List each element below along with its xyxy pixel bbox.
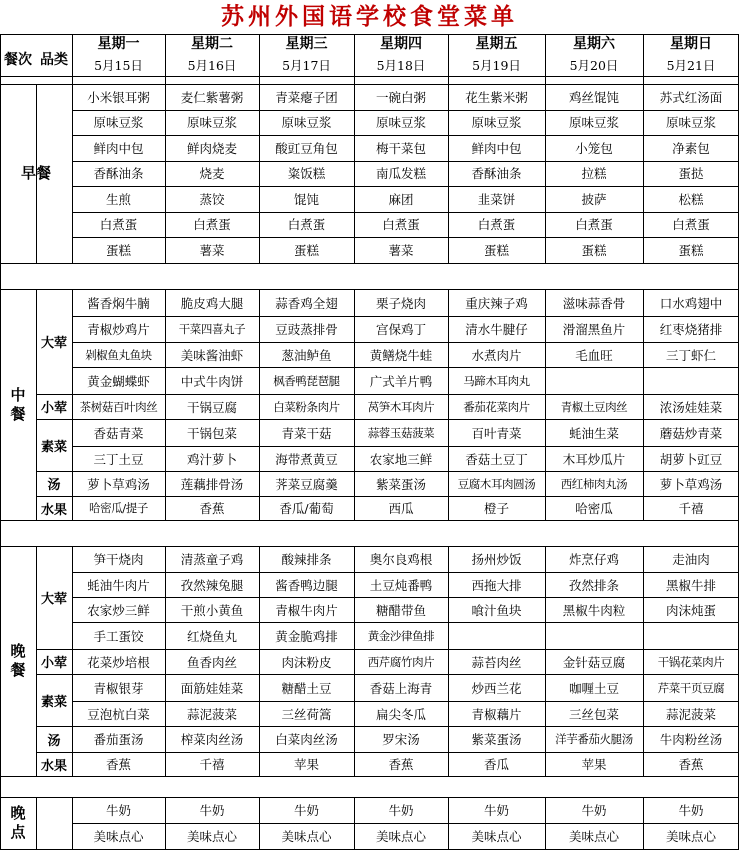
menu-item: 芹菜干页豆腐 [657, 680, 725, 695]
menu-item: 烧麦 [199, 166, 225, 182]
date-spacer [354, 76, 448, 84]
menu-item: 喰汁鱼块 [471, 602, 522, 618]
menu-item: 黄金脆鸡排 [275, 628, 338, 644]
meal-label-breakfast: 早餐 [20, 163, 51, 182]
date-spacer [448, 76, 545, 84]
menu-item: 香菇土豆丁 [465, 451, 528, 467]
menu-item: 白菜肉丝汤 [275, 732, 338, 747]
day-header: 星期二 [191, 36, 233, 52]
menu-item: 海带煮黄豆 [275, 451, 338, 467]
menu-item: 蒜香鸡全翅 [275, 295, 338, 311]
menu-item: 松糕 [678, 191, 704, 207]
menu-item: 紫菜蛋汤 [471, 732, 522, 747]
menu-item: 美味点心 [665, 829, 716, 844]
menu-item: 哈密瓜/提子 [89, 501, 148, 515]
menu-item [545, 367, 643, 394]
menu-item: 香蕉 [199, 501, 225, 516]
menu-item: 蛋糕 [105, 242, 131, 258]
menu-item: 牛奶 [293, 803, 319, 818]
menu-item: 罗宋汤 [382, 732, 420, 747]
menu-item: 美味点心 [568, 829, 619, 844]
day-header: 星期一 [97, 36, 140, 52]
date-header: 5月15日 [94, 57, 143, 73]
menu-item: 美味酱油虾 [180, 347, 244, 363]
menu-item: 青椒土豆肉丝 [560, 399, 628, 414]
date-spacer [72, 76, 165, 84]
menu-item: 土豆炖番鸭 [369, 577, 433, 593]
menu-item: 原味豆浆 [186, 115, 237, 131]
menu-item: 橙子 [483, 501, 509, 516]
menu-item: 梅干菜包 [375, 140, 426, 156]
menu-item: 奥尔良鸡根 [369, 552, 433, 567]
menu-item: 西芹腐竹肉片 [367, 654, 435, 669]
menu-item: 馄饨 [293, 191, 319, 207]
menu-item: 白菜粉条肉片 [273, 399, 340, 414]
menu-item: 韭菜饼 [477, 191, 516, 207]
menu-item: 莴笋木耳肉片 [367, 399, 435, 414]
menu-item: 白煮蛋 [193, 217, 231, 233]
category-header: 品类 [40, 52, 68, 68]
menu-item: 干煎小黄鱼 [180, 602, 244, 618]
meal-header: 餐次 [4, 52, 32, 68]
menu-item [643, 622, 739, 649]
menu-item: 干菜四喜丸子 [178, 322, 246, 336]
menu-item [643, 367, 739, 394]
menu-item: 农家地三鲜 [369, 451, 433, 467]
menu-item: 薯菜 [388, 242, 414, 258]
menu-item: 蘑菇炒青菜 [659, 425, 723, 441]
date-spacer [259, 76, 354, 84]
menu-item: 美味点心 [186, 829, 237, 844]
menu-item: 肉沫炖蛋 [665, 602, 716, 618]
menu-item: 苏式红汤面 [659, 89, 723, 105]
menu-item: 白煮蛋 [287, 217, 326, 233]
menu-item: 花菜炒培根 [87, 654, 150, 670]
menu-item: 蛋糕 [293, 242, 319, 258]
menu-item: 牛奶 [581, 803, 607, 818]
menu-item: 干锅包菜 [186, 425, 237, 441]
menu-item: 黄鳝烧牛蛙 [369, 347, 433, 363]
page-title: 苏州外国语学校食堂菜单 [221, 4, 518, 30]
day-header: 星期五 [475, 36, 518, 52]
category-label: 素菜 [40, 439, 67, 455]
menu-item: 糖醋土豆 [281, 680, 332, 696]
menu-item: 农家炒三鲜 [87, 602, 150, 618]
category-label: 小荤 [40, 656, 67, 671]
category-label: 小荤 [40, 401, 67, 416]
menu-item: 孜然辣兔腿 [180, 577, 244, 593]
menu-item: 荠菜豆腐羹 [275, 476, 338, 492]
menu-table [0, 34, 739, 850]
menu-item: 水煮肉片 [471, 347, 522, 363]
meal-label-snack: 晚点 [10, 804, 26, 841]
menu-item: 白煮蛋 [672, 217, 710, 233]
menu-item: 鲜肉烧麦 [186, 140, 237, 156]
menu-item: 薯菜 [199, 242, 225, 258]
menu-item: 香蕉 [388, 757, 414, 772]
menu-item: 青菜干菇 [281, 425, 332, 441]
menu-item: 千禧 [199, 757, 225, 772]
menu-item: 蒜泥菠菜 [186, 706, 237, 722]
menu-item: 原味豆浆 [665, 115, 716, 131]
menu-item: 鲜肉中包 [93, 140, 144, 156]
menu-item: 麻团 [388, 191, 414, 207]
menu-item: 滋味蒜香骨 [562, 295, 626, 311]
category-label: 汤 [47, 478, 61, 493]
menu-item: 苹果 [581, 757, 607, 772]
category-label: 汤 [47, 733, 61, 749]
category-label: 水果 [40, 502, 67, 518]
menu-item: 香酥油条 [93, 166, 144, 182]
menu-item: 白煮蛋 [99, 217, 138, 233]
menu-item: 西红柿肉丸汤 [560, 476, 628, 491]
menu-item: 净素包 [672, 140, 710, 156]
menu-item: 孜然排条 [568, 577, 619, 593]
menu-item: 酱香焖牛腩 [87, 295, 150, 311]
menu-item: 香菇青菜 [93, 425, 144, 441]
menu-item: 红烧鱼丸 [186, 628, 237, 644]
menu-item: 木耳炒瓜片 [562, 451, 626, 467]
menu-item: 浓汤娃娃菜 [659, 399, 723, 415]
date-header: 5月17日 [282, 57, 331, 73]
menu-item: 笋干烧肉 [93, 552, 144, 567]
menu-item: 豆豉蒸排骨 [275, 322, 338, 337]
menu-item: 蛋糕 [483, 242, 509, 258]
menu-item: 黑椒牛排 [665, 577, 716, 593]
menu-item: 牛奶 [388, 803, 414, 818]
menu-item [448, 622, 545, 649]
menu-item: 牛奶 [483, 803, 509, 818]
menu-item: 小米银耳粥 [87, 89, 150, 105]
menu-item: 葱油鲈鱼 [281, 347, 332, 363]
date-spacer [643, 76, 739, 84]
menu-item: 蛋糕 [581, 242, 607, 258]
menu-item: 莲藕排骨汤 [180, 476, 244, 492]
menu-item: 酱香鸭边腿 [275, 577, 338, 593]
menu-item: 一碗白粥 [375, 89, 426, 105]
menu-item: 三丁土豆 [93, 451, 144, 467]
menu-item: 黄金蝴蝶虾 [87, 373, 150, 389]
menu-item: 蒜泥菠菜 [665, 706, 716, 722]
menu-item: 干锅花菜肉片 [657, 654, 725, 669]
menu-item: 千禧 [678, 501, 704, 516]
menu-item: 花生紫米粥 [465, 89, 528, 105]
date-header: 5月16日 [187, 57, 237, 73]
menu-item: 胡萝卜豇豆 [659, 451, 723, 467]
menu-item: 麦仁紫薯粥 [180, 89, 244, 105]
menu-item: 三丁虾仁 [665, 347, 716, 363]
menu-item: 剁椒鱼丸鱼块 [85, 347, 152, 362]
menu-item: 酸辣排条 [281, 552, 332, 567]
menu-item: 原味豆浆 [375, 115, 426, 131]
menu-item: 青椒炒鸡片 [87, 322, 150, 337]
menu-item: 走油肉 [672, 552, 710, 567]
menu-item: 榨菜肉丝汤 [180, 732, 244, 747]
menu-item: 小笼包 [575, 140, 613, 156]
menu-item: 豆泡杭白菜 [87, 706, 150, 722]
menu-item: 牛奶 [105, 803, 131, 818]
menu-item: 黄金沙律鱼排 [367, 628, 435, 643]
menu-item: 青菜瘪子团 [275, 89, 338, 105]
menu-item: 重庆辣子鸡 [465, 295, 528, 311]
date-header: 5月19日 [472, 57, 521, 73]
menu-item: 紫菜蛋汤 [375, 476, 426, 492]
menu-item: 美味点心 [471, 829, 522, 844]
menu-item: 肉沫粉皮 [281, 654, 332, 670]
menu-item: 蒜苔肉丝 [471, 654, 522, 670]
menu-item: 香蕉 [678, 757, 704, 772]
day-header: 星期日 [670, 36, 712, 52]
menu-item: 清蒸童子鸡 [180, 552, 244, 567]
menu-item: 手工蛋饺 [93, 628, 144, 644]
day-header: 星期三 [285, 36, 328, 52]
menu-item: 蛋挞 [678, 166, 704, 182]
menu-item: 蒸饺 [199, 191, 225, 207]
menu-item: 番茄蛋汤 [93, 732, 144, 747]
menu-item: 蚝油生菜 [568, 425, 619, 441]
menu-item: 栗子烧肉 [375, 295, 426, 311]
menu-item: 糖醋带鱼 [375, 602, 426, 618]
menu-item: 生煎 [105, 191, 131, 207]
meal-label-dinner: 晚餐 [10, 642, 26, 679]
menu-item: 炒西兰花 [471, 680, 522, 696]
menu-item: 中式牛肉饼 [180, 373, 244, 389]
menu-item: 蚝油牛肉片 [87, 577, 150, 593]
menu-item: 清水牛腱仔 [465, 322, 528, 337]
menu-item: 毛血旺 [575, 347, 613, 363]
menu-item: 青椒藕片 [471, 706, 522, 722]
menu-item: 酸豇豆角包 [275, 140, 338, 156]
menu-item: 广式羊片鸭 [369, 373, 433, 389]
menu-item: 白煮蛋 [575, 217, 613, 233]
menu-item: 粢饭糕 [287, 166, 326, 182]
menu-item: 红枣烧猪排 [659, 322, 723, 337]
menu-item: 炸烹仔鸡 [568, 552, 619, 567]
menu-item: 披萨 [581, 191, 607, 207]
menu-item: 原味豆浆 [471, 115, 522, 131]
category-label: 大荤 [40, 336, 67, 351]
menu-item: 萝卜草鸡汤 [659, 476, 723, 492]
menu-item: 香瓜 [483, 757, 509, 772]
date-header: 5月21日 [666, 57, 716, 73]
menu-item: 蛋糕 [678, 242, 704, 258]
menu-item: 干锅豆腐 [186, 399, 237, 415]
menu-item: 鲜肉中包 [471, 140, 522, 156]
category-label: 大荤 [40, 592, 67, 607]
menu-item: 原味豆浆 [568, 115, 619, 131]
menu-item: 滑溜黑鱼片 [562, 322, 626, 337]
menu-item: 白煮蛋 [382, 217, 420, 233]
menu-item: 萝卜草鸡汤 [87, 476, 150, 492]
menu-item: 哈密瓜 [575, 501, 613, 516]
menu-item: 香酥油条 [471, 166, 522, 182]
menu-item: 白煮蛋 [477, 217, 516, 233]
date-spacer [545, 76, 643, 84]
menu-item: 金针菇豆腐 [562, 654, 626, 670]
menu-item: 百叶青菜 [471, 425, 522, 441]
date-header: 5月20日 [569, 57, 619, 73]
menu-item: 鸡丝馄饨 [568, 89, 619, 105]
menu-item: 美味点心 [93, 829, 144, 844]
menu-item: 青椒牛肉片 [275, 602, 338, 618]
menu-item: 牛肉粉丝汤 [659, 732, 723, 747]
menu-item: 鸡汁萝卜 [186, 451, 237, 467]
menu-item: 宫保鸡丁 [375, 322, 426, 337]
menu-item: 牛奶 [678, 803, 704, 818]
category-label: 素菜 [40, 694, 67, 710]
menu-item: 美味点心 [375, 829, 426, 844]
menu-item: 豆腐木耳肉圆汤 [457, 476, 536, 491]
menu-item: 青椒银芽 [93, 680, 144, 696]
menu-item: 香瓜/葡萄 [279, 501, 334, 516]
date-spacer [165, 76, 259, 84]
menu-item: 脆皮鸡大腿 [180, 295, 244, 311]
menu-item: 面筋娃娃菜 [180, 680, 244, 696]
menu-item: 原味豆浆 [281, 115, 332, 131]
menu-item: 茶树菇百叶肉丝 [79, 399, 158, 414]
menu-item: 枫香鸭琵琶腿 [273, 373, 340, 388]
menu-item: 牛奶 [199, 803, 225, 818]
menu-item: 西拖大排 [471, 577, 522, 593]
menu-item: 扁尖冬瓜 [375, 706, 426, 722]
day-header: 星期四 [380, 36, 422, 52]
category-label: 水果 [40, 758, 67, 774]
menu-item: 洋芋番茄火腿汤 [555, 732, 633, 746]
menu-item: 拉糕 [581, 166, 607, 182]
menu-item: 南瓜发糕 [375, 166, 426, 182]
menu-item: 蒜蓉玉菇菠菜 [367, 425, 435, 440]
menu-item: 口水鸡翅中 [659, 295, 723, 311]
menu-item: 西瓜 [388, 501, 414, 516]
menu-item: 原味豆浆 [93, 115, 144, 131]
menu-item: 三丝荷篙 [281, 706, 332, 722]
day-header: 星期六 [573, 36, 615, 52]
menu-item: 扬州炒饭 [471, 552, 522, 567]
menu-item: 黑椒牛肉粒 [562, 602, 626, 618]
date-header: 5月18日 [376, 57, 426, 73]
menu-item: 马蹄木耳肉丸 [463, 373, 530, 388]
menu-item [545, 622, 643, 649]
menu-item: 鱼香肉丝 [186, 654, 237, 670]
menu-item: 番茄花菜肉片 [463, 399, 530, 414]
menu-item: 咖喱土豆 [568, 680, 619, 696]
menu-item: 香蕉 [105, 757, 131, 772]
menu-item: 香菇上海青 [369, 680, 433, 696]
menu-item: 苹果 [293, 757, 319, 772]
menu-item: 美味点心 [281, 829, 332, 844]
meal-label-lunch: 中餐 [10, 385, 26, 423]
menu-item: 三丝包菜 [568, 706, 619, 722]
